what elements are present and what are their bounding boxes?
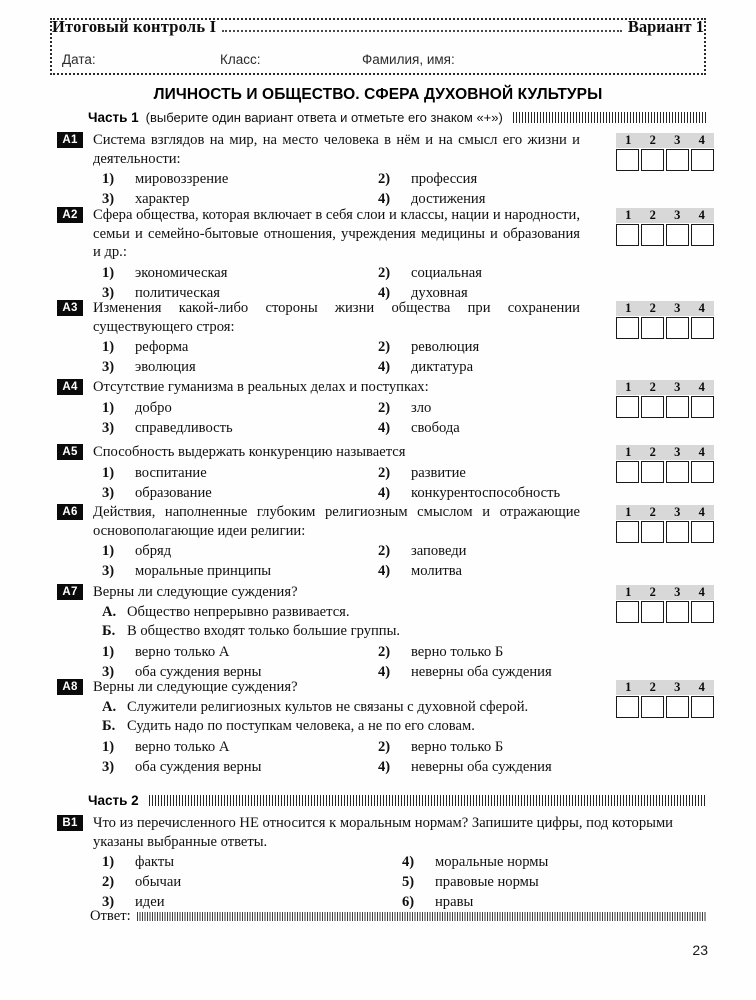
option-label: профессия — [411, 171, 478, 188]
option-number: 2) — [378, 643, 391, 660]
option-number: 1) — [102, 464, 115, 481]
question-stem: Действия, наполненные глубоким религиозным смыслом и отражающие основополагающие идеи религии: — [93, 504, 580, 539]
option-label: революция — [411, 339, 480, 356]
option-number: 4) — [378, 419, 391, 436]
answer-col-3: 3 — [674, 380, 681, 394]
answer-grid-cells — [616, 601, 714, 623]
answer-col-2: 2 — [649, 585, 656, 599]
option-2[interactable] — [93, 873, 393, 892]
option-3[interactable] — [93, 419, 369, 438]
answer-cell-4[interactable] — [691, 601, 714, 623]
question-a2 — [50, 206, 710, 303]
answer-cell-4[interactable] — [691, 521, 714, 543]
header-dot-leader — [222, 18, 622, 32]
answer-col-3: 3 — [674, 505, 681, 519]
option-number: 4) — [378, 359, 391, 376]
part-1-heading — [88, 110, 706, 125]
answer-cell-2[interactable] — [641, 396, 664, 418]
page-number: 23 — [692, 942, 708, 958]
option-number: 3) — [102, 758, 115, 775]
option-list — [93, 738, 580, 777]
option-label: правовые нормы — [435, 874, 539, 891]
question-badge-a2: A2 — [57, 207, 83, 223]
answer-grid-cells — [616, 461, 714, 483]
answer-grid-cells — [616, 149, 714, 171]
option-2[interactable] — [369, 264, 580, 283]
answer-grid-header — [616, 301, 714, 316]
option-label: моральные принципы — [135, 563, 272, 580]
answer-cell-1[interactable] — [616, 396, 639, 418]
option-number: 3) — [102, 563, 115, 580]
page-title: ЛИЧНОСТЬ И ОБЩЕСТВО. СФЕРА ДУХОВНОЙ КУЛЬТУРЫ — [153, 86, 603, 103]
option-label: мировоззрение — [135, 171, 229, 188]
question-a5 — [50, 443, 710, 503]
option-1[interactable] — [93, 338, 369, 357]
answer-grid-cells — [616, 521, 714, 543]
option-2[interactable] — [369, 170, 580, 189]
question-stem: Изменения какой-либо стороны жизни общества при сохранении существующего строя: — [93, 300, 580, 335]
option-number: 1) — [102, 264, 115, 281]
option-number: 3) — [102, 484, 115, 501]
answer-cell-2[interactable] — [641, 317, 664, 339]
answer-cell-4[interactable] — [691, 396, 714, 418]
option-list — [93, 853, 704, 912]
option-list — [93, 464, 580, 503]
answer-col-1: 1 — [625, 505, 632, 519]
question-badge-a3: A3 — [57, 300, 83, 316]
option-label: справедливость — [135, 419, 233, 436]
answer-cell-1[interactable] — [616, 521, 639, 543]
option-number: 2) — [102, 874, 115, 891]
part-2-label: Часть 2 — [88, 793, 139, 808]
option-label: верно только А — [135, 738, 230, 755]
option-label: социальная — [411, 264, 482, 281]
answer-col-3: 3 — [674, 133, 681, 147]
answer-cell-2[interactable] — [641, 461, 664, 483]
option-3[interactable] — [93, 758, 369, 777]
hatch-rule-icon — [513, 112, 706, 123]
option-3[interactable] — [93, 484, 369, 503]
option-label: неверны оба суждения — [411, 758, 552, 775]
option-label: моральные нормы — [435, 854, 549, 871]
question-badge-a5: A5 — [57, 444, 83, 460]
option-label: верно только А — [135, 643, 230, 660]
question-a1 — [50, 131, 710, 209]
option-4[interactable] — [369, 562, 580, 581]
option-4[interactable] — [369, 419, 580, 438]
answer-col-1: 1 — [625, 680, 632, 694]
option-label: обряд — [135, 543, 172, 560]
option-number: 2) — [378, 464, 391, 481]
answer-col-3: 3 — [674, 301, 681, 315]
answer-col-2: 2 — [649, 445, 656, 459]
answer-col-3: 3 — [674, 208, 681, 222]
answer-grid-header — [616, 445, 714, 460]
option-number: 4) — [378, 663, 391, 680]
judgement-text: Служители религиозных культов не связаны с духовной сферой. — [127, 698, 529, 715]
option-label: диктатура — [411, 359, 474, 376]
answer-cell-2[interactable] — [641, 224, 664, 246]
answer-grid-cells — [616, 696, 714, 718]
option-label: конкурентоспособность — [411, 484, 561, 501]
question-stem: Верны ли следующие суждения? — [93, 584, 298, 600]
option-list — [93, 399, 580, 438]
answer-col-3: 3 — [674, 585, 681, 599]
answer-cell-3[interactable] — [666, 149, 689, 171]
answer-cell-4[interactable] — [691, 224, 714, 246]
option-label: характер — [135, 191, 190, 208]
answer-grid-cells — [616, 396, 714, 418]
question-b1 — [50, 814, 710, 912]
option-list — [93, 170, 580, 209]
answer-col-1: 1 — [625, 208, 632, 222]
field-date-label[interactable]: Дата: — [62, 52, 96, 67]
answer-col-4: 4 — [698, 445, 705, 459]
option-4[interactable] — [393, 853, 704, 872]
answer-grid-a6 — [616, 505, 714, 543]
option-1[interactable] — [93, 853, 393, 872]
answer-col-2: 2 — [649, 505, 656, 519]
answer-grid-a7 — [616, 585, 714, 623]
answer-cell-4[interactable] — [691, 461, 714, 483]
option-4[interactable] — [369, 484, 580, 503]
option-label: молитва — [411, 563, 462, 580]
answer-col-2: 2 — [649, 680, 656, 694]
answer-grid-header — [616, 505, 714, 520]
header-variant: Вариант 1 — [627, 17, 704, 36]
answer-grid-a8 — [616, 680, 714, 718]
option-number: 4) — [378, 758, 391, 775]
answer-grid-header — [616, 380, 714, 395]
answer-cell-3[interactable] — [666, 696, 689, 718]
question-a7 — [50, 583, 710, 682]
option-1[interactable] — [93, 170, 369, 189]
judgement-letter: Б. — [102, 718, 116, 735]
option-number: 1) — [102, 339, 115, 356]
option-number: 1) — [102, 399, 115, 416]
judgement-a — [93, 603, 580, 622]
option-2[interactable] — [369, 464, 580, 483]
question-badge-b1: B1 — [57, 815, 83, 831]
answer-col-4: 4 — [698, 301, 705, 315]
answer-grid-a3 — [616, 301, 714, 339]
answer-col-2: 2 — [649, 208, 656, 222]
option-5[interactable] — [393, 873, 704, 892]
option-list — [93, 264, 580, 303]
option-number: 2) — [378, 171, 391, 188]
option-1[interactable] — [93, 643, 369, 662]
judgement-text: Судить надо по поступкам человека, а не по его словам. — [127, 718, 475, 735]
option-label: воспитание — [135, 464, 207, 481]
answer-col-3: 3 — [674, 680, 681, 694]
judgement-text: В общество входят только большие группы. — [127, 623, 401, 640]
option-2[interactable] — [369, 643, 580, 662]
judgement-letter: А. — [102, 698, 117, 715]
answer-grid-header — [616, 585, 714, 600]
question-stem: Способность выдержать конкуренцию называется — [93, 444, 406, 460]
answer-input-b1[interactable] — [137, 912, 706, 921]
answer-col-4: 4 — [698, 585, 705, 599]
answer-cell-1[interactable] — [616, 601, 639, 623]
question-a8 — [50, 678, 710, 777]
option-number: 3) — [102, 284, 115, 301]
option-2[interactable] — [369, 399, 580, 418]
option-number: 2) — [378, 543, 391, 560]
answer-grid-cells — [616, 224, 714, 246]
answer-cell-1[interactable] — [616, 696, 639, 718]
option-number: 3) — [102, 419, 115, 436]
option-number: 2) — [378, 738, 391, 755]
option-number: 2) — [378, 399, 391, 416]
option-label: политическая — [135, 284, 220, 301]
option-number: 4) — [378, 563, 391, 580]
answer-cell-2[interactable] — [641, 601, 664, 623]
option-2[interactable] — [369, 738, 580, 757]
option-label: верно только Б — [411, 643, 504, 660]
option-number: 4) — [402, 854, 415, 871]
question-stem: Система взглядов на мир, на место человека в нём и на смысл его жизни и деятельности: — [93, 132, 580, 167]
option-list — [93, 643, 580, 682]
option-list — [93, 338, 580, 377]
answer-cell-3[interactable] — [666, 396, 689, 418]
question-a3 — [50, 299, 710, 377]
option-1[interactable] — [93, 399, 369, 418]
answer-col-4: 4 — [698, 680, 705, 694]
option-number: 1) — [102, 738, 115, 755]
option-label: достижения — [411, 191, 486, 208]
question-badge-a7: A7 — [57, 584, 83, 600]
option-number: 3) — [102, 894, 115, 911]
answer-col-1: 1 — [625, 133, 632, 147]
option-label: оба суждения верны — [135, 758, 262, 775]
option-number: 3) — [102, 359, 115, 376]
answer-grid-a2 — [616, 208, 714, 246]
option-number: 6) — [402, 894, 415, 911]
option-number: 1) — [102, 171, 115, 188]
answer-grid-header — [616, 208, 714, 223]
judgement-b — [93, 717, 580, 736]
judgement-letter: А. — [102, 603, 117, 620]
option-label: духовная — [411, 284, 468, 301]
answer-cell-4[interactable] — [691, 149, 714, 171]
answer-col-1: 1 — [625, 445, 632, 459]
option-label: зло — [411, 399, 432, 416]
answer-line-b1 — [90, 908, 706, 925]
answer-grid-header — [616, 133, 714, 148]
option-1[interactable] — [93, 264, 369, 283]
option-label: эволюция — [135, 359, 196, 376]
option-1[interactable] — [93, 542, 369, 561]
answer-cell-2[interactable] — [641, 696, 664, 718]
answer-grid-a4 — [616, 380, 714, 418]
question-stem: Что из перечисленного НЕ относится к моральным нормам? Запишите цифры, под которыми указаны выбранные ответы. — [93, 815, 673, 850]
option-label: свобода — [411, 419, 460, 436]
answer-col-4: 4 — [698, 380, 705, 394]
option-list — [93, 542, 580, 581]
part-1-label: Часть 1 — [88, 110, 139, 125]
option-label: экономическая — [135, 264, 228, 281]
answer-grid-a1 — [616, 133, 714, 171]
option-2[interactable] — [369, 338, 580, 357]
judgement-a — [93, 698, 580, 717]
answer-col-3: 3 — [674, 445, 681, 459]
answer-cell-2[interactable] — [641, 521, 664, 543]
option-number: 4) — [378, 284, 391, 301]
header-title-row — [52, 17, 704, 39]
answer-cell-1[interactable] — [616, 149, 639, 171]
option-label: добро — [135, 399, 172, 416]
option-number: 1) — [102, 854, 115, 871]
option-2[interactable] — [369, 542, 580, 561]
option-number: 4) — [378, 484, 391, 501]
option-number: 2) — [378, 339, 391, 356]
answer-cell-1[interactable] — [616, 317, 639, 339]
answer-cell-3[interactable] — [666, 224, 689, 246]
option-label: заповеди — [411, 543, 467, 560]
field-class-label[interactable]: Класс: — [220, 52, 261, 67]
answer-cell-3[interactable] — [666, 521, 689, 543]
answer-cell-3[interactable] — [666, 461, 689, 483]
option-label: факты — [135, 854, 175, 871]
answer-label: Ответ: — [90, 908, 131, 924]
answer-col-2: 2 — [649, 133, 656, 147]
option-label: нравы — [435, 894, 474, 911]
question-badge-a6: A6 — [57, 504, 83, 520]
option-number: 4) — [378, 191, 391, 208]
part-1-note: (выберите один вариант ответа и отметьте его знаком «+») — [145, 110, 503, 125]
option-label: верно только Б — [411, 738, 504, 755]
answer-cell-1[interactable] — [616, 224, 639, 246]
part-2-heading — [88, 793, 706, 808]
field-name-label[interactable]: Фамилия, имя: — [362, 52, 455, 67]
answer-cell-3[interactable] — [666, 317, 689, 339]
question-badge-a1: A1 — [57, 132, 83, 148]
question-stem: Сфера общества, которая включает в себя слои и классы, нации и народности, семьи и семейно-бытовые отношения, учреждения медицины и образования и др.: — [93, 207, 580, 261]
option-number: 1) — [102, 643, 115, 660]
question-badge-a8: A8 — [57, 679, 83, 695]
option-label: идеи — [135, 894, 165, 911]
answer-col-1: 1 — [625, 380, 632, 394]
answer-col-4: 4 — [698, 208, 705, 222]
answer-grid-cells — [616, 317, 714, 339]
question-stem: Отсутствие гуманизма в реальных делах и поступках: — [93, 379, 429, 395]
option-label: обычаи — [135, 874, 182, 891]
option-3[interactable] — [93, 562, 369, 581]
option-number: 2) — [378, 264, 391, 281]
header-fields-row — [62, 52, 702, 72]
answer-grid-header — [616, 680, 714, 695]
answer-col-1: 1 — [625, 301, 632, 315]
option-label: оба суждения верны — [135, 663, 262, 680]
answer-cell-3[interactable] — [666, 601, 689, 623]
answer-col-2: 2 — [649, 380, 656, 394]
answer-grid-a5 — [616, 445, 714, 483]
option-4[interactable] — [369, 358, 580, 377]
hatch-rule-icon — [149, 795, 706, 806]
judgement-text: Общество непрерывно развивается. — [127, 603, 350, 620]
option-label: неверны оба суждения — [411, 663, 552, 680]
answer-col-2: 2 — [649, 301, 656, 315]
header-title: Итоговый контроль I — [52, 17, 217, 36]
option-label: реформа — [135, 339, 189, 356]
question-a6 — [50, 503, 710, 581]
option-1[interactable] — [93, 464, 369, 483]
option-4[interactable] — [369, 758, 580, 777]
option-number: 3) — [102, 663, 115, 680]
answer-col-1: 1 — [625, 585, 632, 599]
judgement-letter: Б. — [102, 623, 116, 640]
option-label: образование — [135, 484, 212, 501]
option-number: 1) — [102, 543, 115, 560]
question-a4 — [50, 378, 710, 438]
option-1[interactable] — [93, 738, 369, 757]
question-stem: Верны ли следующие суждения? — [93, 679, 298, 695]
option-number: 3) — [102, 191, 115, 208]
answer-col-4: 4 — [698, 505, 705, 519]
option-number: 5) — [402, 874, 415, 891]
answer-cell-1[interactable] — [616, 461, 639, 483]
answer-cell-4[interactable] — [691, 696, 714, 718]
answer-cell-2[interactable] — [641, 149, 664, 171]
answer-col-4: 4 — [698, 133, 705, 147]
question-badge-a4: A4 — [57, 379, 83, 395]
answer-cell-4[interactable] — [691, 317, 714, 339]
option-label: развитие — [411, 464, 466, 481]
option-3[interactable] — [93, 358, 369, 377]
judgement-b — [93, 622, 580, 641]
